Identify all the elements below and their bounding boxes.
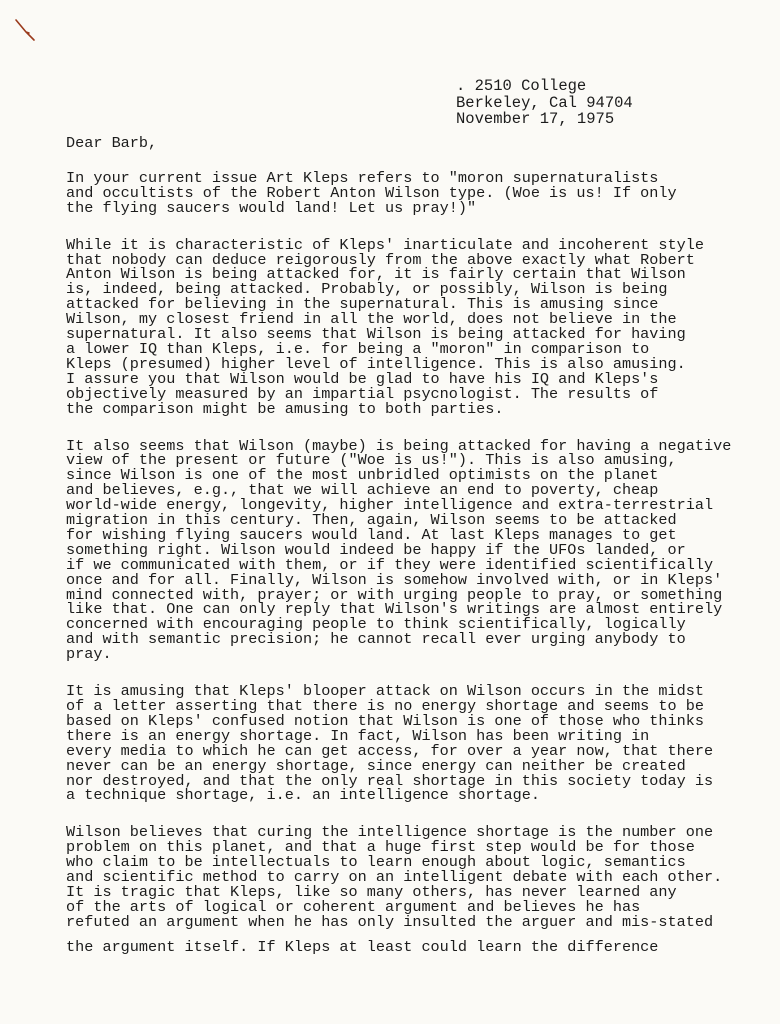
text-line: a technique shortage, i.e. an intelligence shortage. xyxy=(66,786,540,805)
text-line: and believes, e.g., that we will achieve an end to poverty, cheap xyxy=(66,481,659,500)
letter-body xyxy=(66,136,780,955)
text-line: never can be an energy shortage, since energy can neither be created xyxy=(66,756,686,775)
paragraph-2 xyxy=(66,235,780,418)
paragraph-4 xyxy=(66,684,780,803)
text-line: While it is characteristic of Kleps' inarticulate and incoherent style xyxy=(66,235,704,254)
text-line: and occultists of the Robert Anton Wilson type. (Woe is us! If only xyxy=(66,183,677,202)
text-line: every media to which he can get access, for over a year now, that there xyxy=(66,741,714,760)
address-line: Berkeley, Cal 94704 xyxy=(456,93,633,112)
pen-mark-icon xyxy=(12,16,52,56)
text-line: concerned with encouraging people to think scientifically, logically xyxy=(66,615,686,634)
text-line: for wishing flying saucers would land. At last Kleps manages to get xyxy=(66,525,677,544)
text-line: the flying saucers would land! Let us pray!)" xyxy=(66,198,477,217)
text-line: since Wilson is one of the most unbridled optimists on the planet xyxy=(66,466,659,485)
text-line: migration in this century. Then, again, Wilson seems to be attacked xyxy=(66,511,677,530)
text-line: something right. Wilson would indeed be happy if the UFOs landed, or xyxy=(66,540,686,559)
text-line: and scientific method to carry on an intelligent debate with each other. xyxy=(66,868,723,887)
text-line: of the arts of logical or coherent argument and believes he has xyxy=(66,897,641,916)
text-line: once and for all. Finally, Wilson is somehow involved with, or in Kleps' xyxy=(66,570,723,589)
text-line: nor destroyed, and that the only real shortage in this society today is xyxy=(66,771,714,790)
text-line: Wilson believes that curing the intelligence shortage is the number one xyxy=(66,823,714,842)
text-line: I assure you that Wilson would be glad to have his IQ and Kleps's xyxy=(66,369,659,388)
text-line: refuted an argument when he has only insulted the arguer and mis-stated xyxy=(66,912,714,931)
letter-date: November 17, 1975 xyxy=(456,110,615,128)
text-line: It is tragic that Kleps, like so many others, has never learned any xyxy=(66,882,677,901)
text-line: attacked for believing in the supernatural. This is amusing since xyxy=(66,295,659,314)
text-line: based on Kleps' confused notion that Wilson is one of those who thinks xyxy=(66,711,704,730)
text-line: Anton Wilson is being attacked for, it is fairly certain that Wilson xyxy=(66,265,686,284)
text-line: and with semantic precision; he cannot recall ever urging anybody to xyxy=(66,630,686,649)
paragraph-3 xyxy=(66,436,780,664)
salutation xyxy=(66,136,780,151)
text-line: problem on this planet, and that a huge first step would be for those xyxy=(66,838,695,857)
text-line: Wilson, my closest friend in all the world, does not believe in the xyxy=(66,310,677,329)
text-line: of a letter asserting that there is no energy shortage and seems to be xyxy=(66,697,704,715)
text-line: objectively measured by an impartial psycnologist. The results of xyxy=(66,384,659,403)
continued-line xyxy=(66,937,780,956)
text-line: Kleps (presumed) higher level of intelligence. This is also amusing. xyxy=(66,354,686,373)
text-line: if we communicated with them, or if they were identified scientifically xyxy=(66,555,714,574)
text-line: that nobody can deduce reigorously from the above exactly what Robert xyxy=(66,250,695,269)
address-line: . 2510 College xyxy=(456,77,587,95)
text-line: pray. xyxy=(66,645,112,664)
text-line: It also seems that Wilson (maybe) is being attacked for having a negative xyxy=(66,436,732,455)
text-line: who claim to be intellectuals to learn enough about logic, semantics xyxy=(66,853,686,872)
text-line: In your current issue Art Kleps refers to "moron supernaturalists xyxy=(66,168,659,187)
text-line: supernatural. It also seems that Wilson is being attacked for having xyxy=(66,325,686,344)
paragraph-1 xyxy=(66,168,780,217)
text-line: there is an energy shortage. In fact, Wilson has been writing in xyxy=(66,726,650,745)
text-line: mind connected with, prayer; or with urging people to pray, or something xyxy=(66,585,723,604)
text-line: like that. One can only reply that Wilson's writings are almost entirely xyxy=(66,600,723,619)
text-line: view of the present or future ("Woe is us!"). This is also amusing, xyxy=(66,451,677,470)
return-address xyxy=(456,78,633,128)
text-line: the comparison might be amusing to both parties. xyxy=(66,399,504,418)
text-line: world-wide energy, longevity, higher intelligence and extra-terrestrial xyxy=(66,496,714,515)
text-line: a lower IQ than Kleps, i.e. for being a "moron" in comparison to xyxy=(66,339,650,358)
salutation-text: Dear Barb, xyxy=(66,134,158,152)
paragraph-5 xyxy=(66,825,780,929)
text-line: is, indeed, being attacked. Probably, or possibly, Wilson is being xyxy=(66,280,668,299)
text-line: the argument itself. If Kleps at least could learn the difference xyxy=(66,937,659,956)
text-line: It is amusing that Kleps' blooper attack on Wilson occurs in the midst xyxy=(66,682,704,701)
